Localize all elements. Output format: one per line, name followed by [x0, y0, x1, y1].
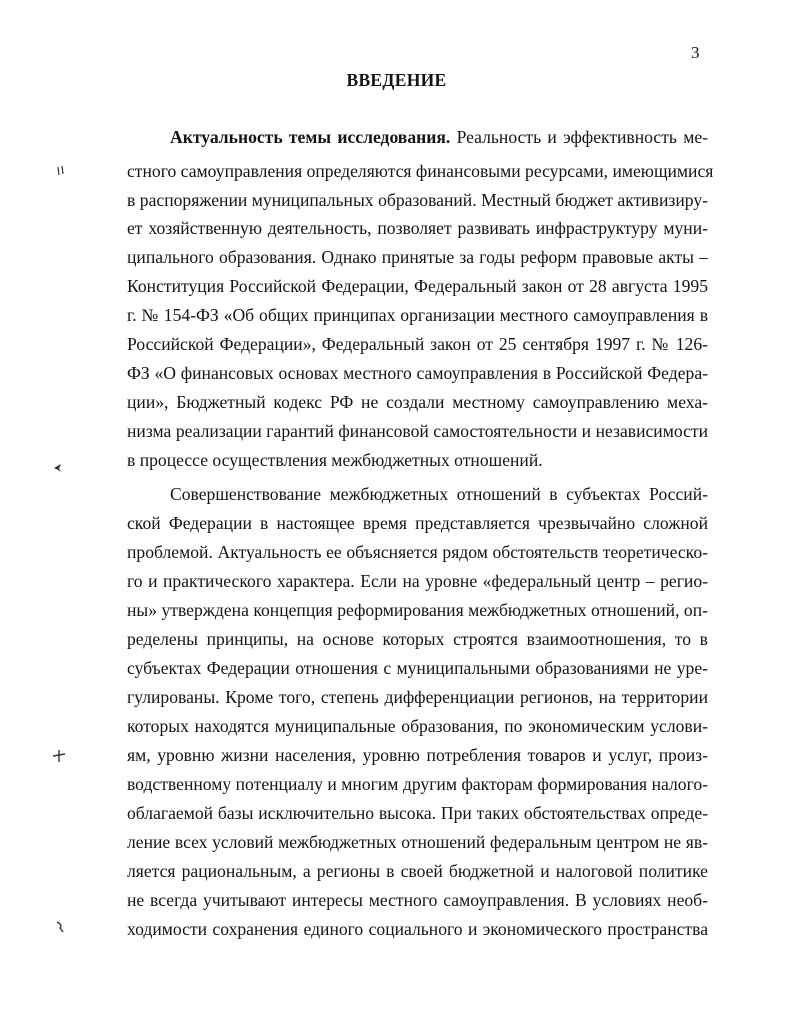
- page-title: ВВЕДЕНИЕ: [346, 70, 447, 90]
- paragraph-1-line: низма реализации гарантий финансовой самостоятельности и независимости: [127, 421, 708, 441]
- scan-mark-2: [52, 462, 64, 474]
- paragraph-1-line: стного самоуправления определяются финансовыми ресурсами, имеющимися: [127, 161, 714, 181]
- paragraph-1-line: ет хозяйственную деятельность, позволяет развивать инфраструктуру муни-: [127, 218, 708, 238]
- paragraph-1-line: в распоряжении муниципальных образований. Местный бюджет активизиру-: [127, 190, 708, 210]
- paragraph-1-line: г. № 154-ФЗ «Об общих принципах организации местного самоуправления в: [127, 305, 708, 325]
- paragraph-1-line: ции», Бюджетный кодекс РФ не создали местному самоуправлению меха-: [127, 392, 708, 412]
- paragraph-1-line: [170, 126, 708, 148]
- paragraph-2-line: гулированы. Кроме того, степень дифференциации регионов, на территории: [127, 687, 708, 707]
- paragraph-2-line: которых находятся муниципальные образования, по экономическим услови-: [127, 716, 708, 736]
- paragraph-2-line: Совершенствование межбюджетных отношений в субъектах Россий-: [170, 484, 708, 504]
- bold-lead: Актуальность темы исследования.: [170, 127, 451, 147]
- paragraph-2-line: субъектах Федерации отношения с муниципальными образованиями не уре-: [127, 658, 708, 678]
- paragraph-1-line: в процессе осуществления межбюджетных отношений.: [127, 450, 543, 470]
- paragraph-2-line: ям, уровню жизни населения, уровню потребления товаров и услуг, произ-: [127, 745, 708, 765]
- paragraph-2-line: ходимости сохранения единого социального и экономического пространства: [127, 919, 708, 939]
- paragraph-1-line: ципального образования. Однако принятые за годы реформ правовые акты –: [127, 247, 708, 267]
- page-number: 3: [691, 43, 700, 62]
- scan-mark-1: [56, 165, 66, 177]
- paragraph-2-line: облагаемой базы исключительно высока. При таких обстоятельствах опреде-: [127, 803, 708, 823]
- paragraph-2-line: го и практического характера. Если на уровне «федеральный центр – регио-: [127, 571, 708, 591]
- scan-mark-4: [54, 920, 66, 934]
- paragraph-2-line: ляется рациональным, а регионы в своей бюджетной и налоговой политике: [127, 861, 708, 881]
- paragraph-2-line: ределены принципы, на основе которых строятся взаимоотношения, то в: [127, 629, 708, 649]
- paragraph-2-line: ской Федерации в настоящее время представляется чрезвычайно сложной: [127, 513, 708, 533]
- paragraph-2-line: проблемой. Актуальность ее объясняется рядом обстоятельств теоретическо-: [127, 542, 708, 562]
- paragraph-2-line: не всегда учитывают интересы местного самоуправления. В условиях необ-: [127, 890, 708, 910]
- paragraph-1-text: Реальность и эффективность ме-: [450, 127, 708, 147]
- paragraph-2-line: ны» утверждена концепция реформирования межбюджетных отношений, оп-: [127, 600, 708, 620]
- paragraph-1-line: ФЗ «О финансовых основах местного самоуправления в Российской Федера-: [127, 363, 708, 383]
- scan-mark-3: [52, 748, 66, 764]
- paragraph-1-line: Конституция Российской Федерации, Федеральный закон от 28 августа 1995: [127, 276, 708, 296]
- paragraph-2-line: водственному потенциалу и многим другим факторам формирования налого-: [127, 774, 708, 794]
- paragraph-2-line: ление всех условий межбюджетных отношений федеральным центром не яв-: [127, 832, 708, 852]
- paragraph-1-line: Российской Федерации», Федеральный закон от 25 сентября 1997 г. № 126-: [127, 334, 708, 354]
